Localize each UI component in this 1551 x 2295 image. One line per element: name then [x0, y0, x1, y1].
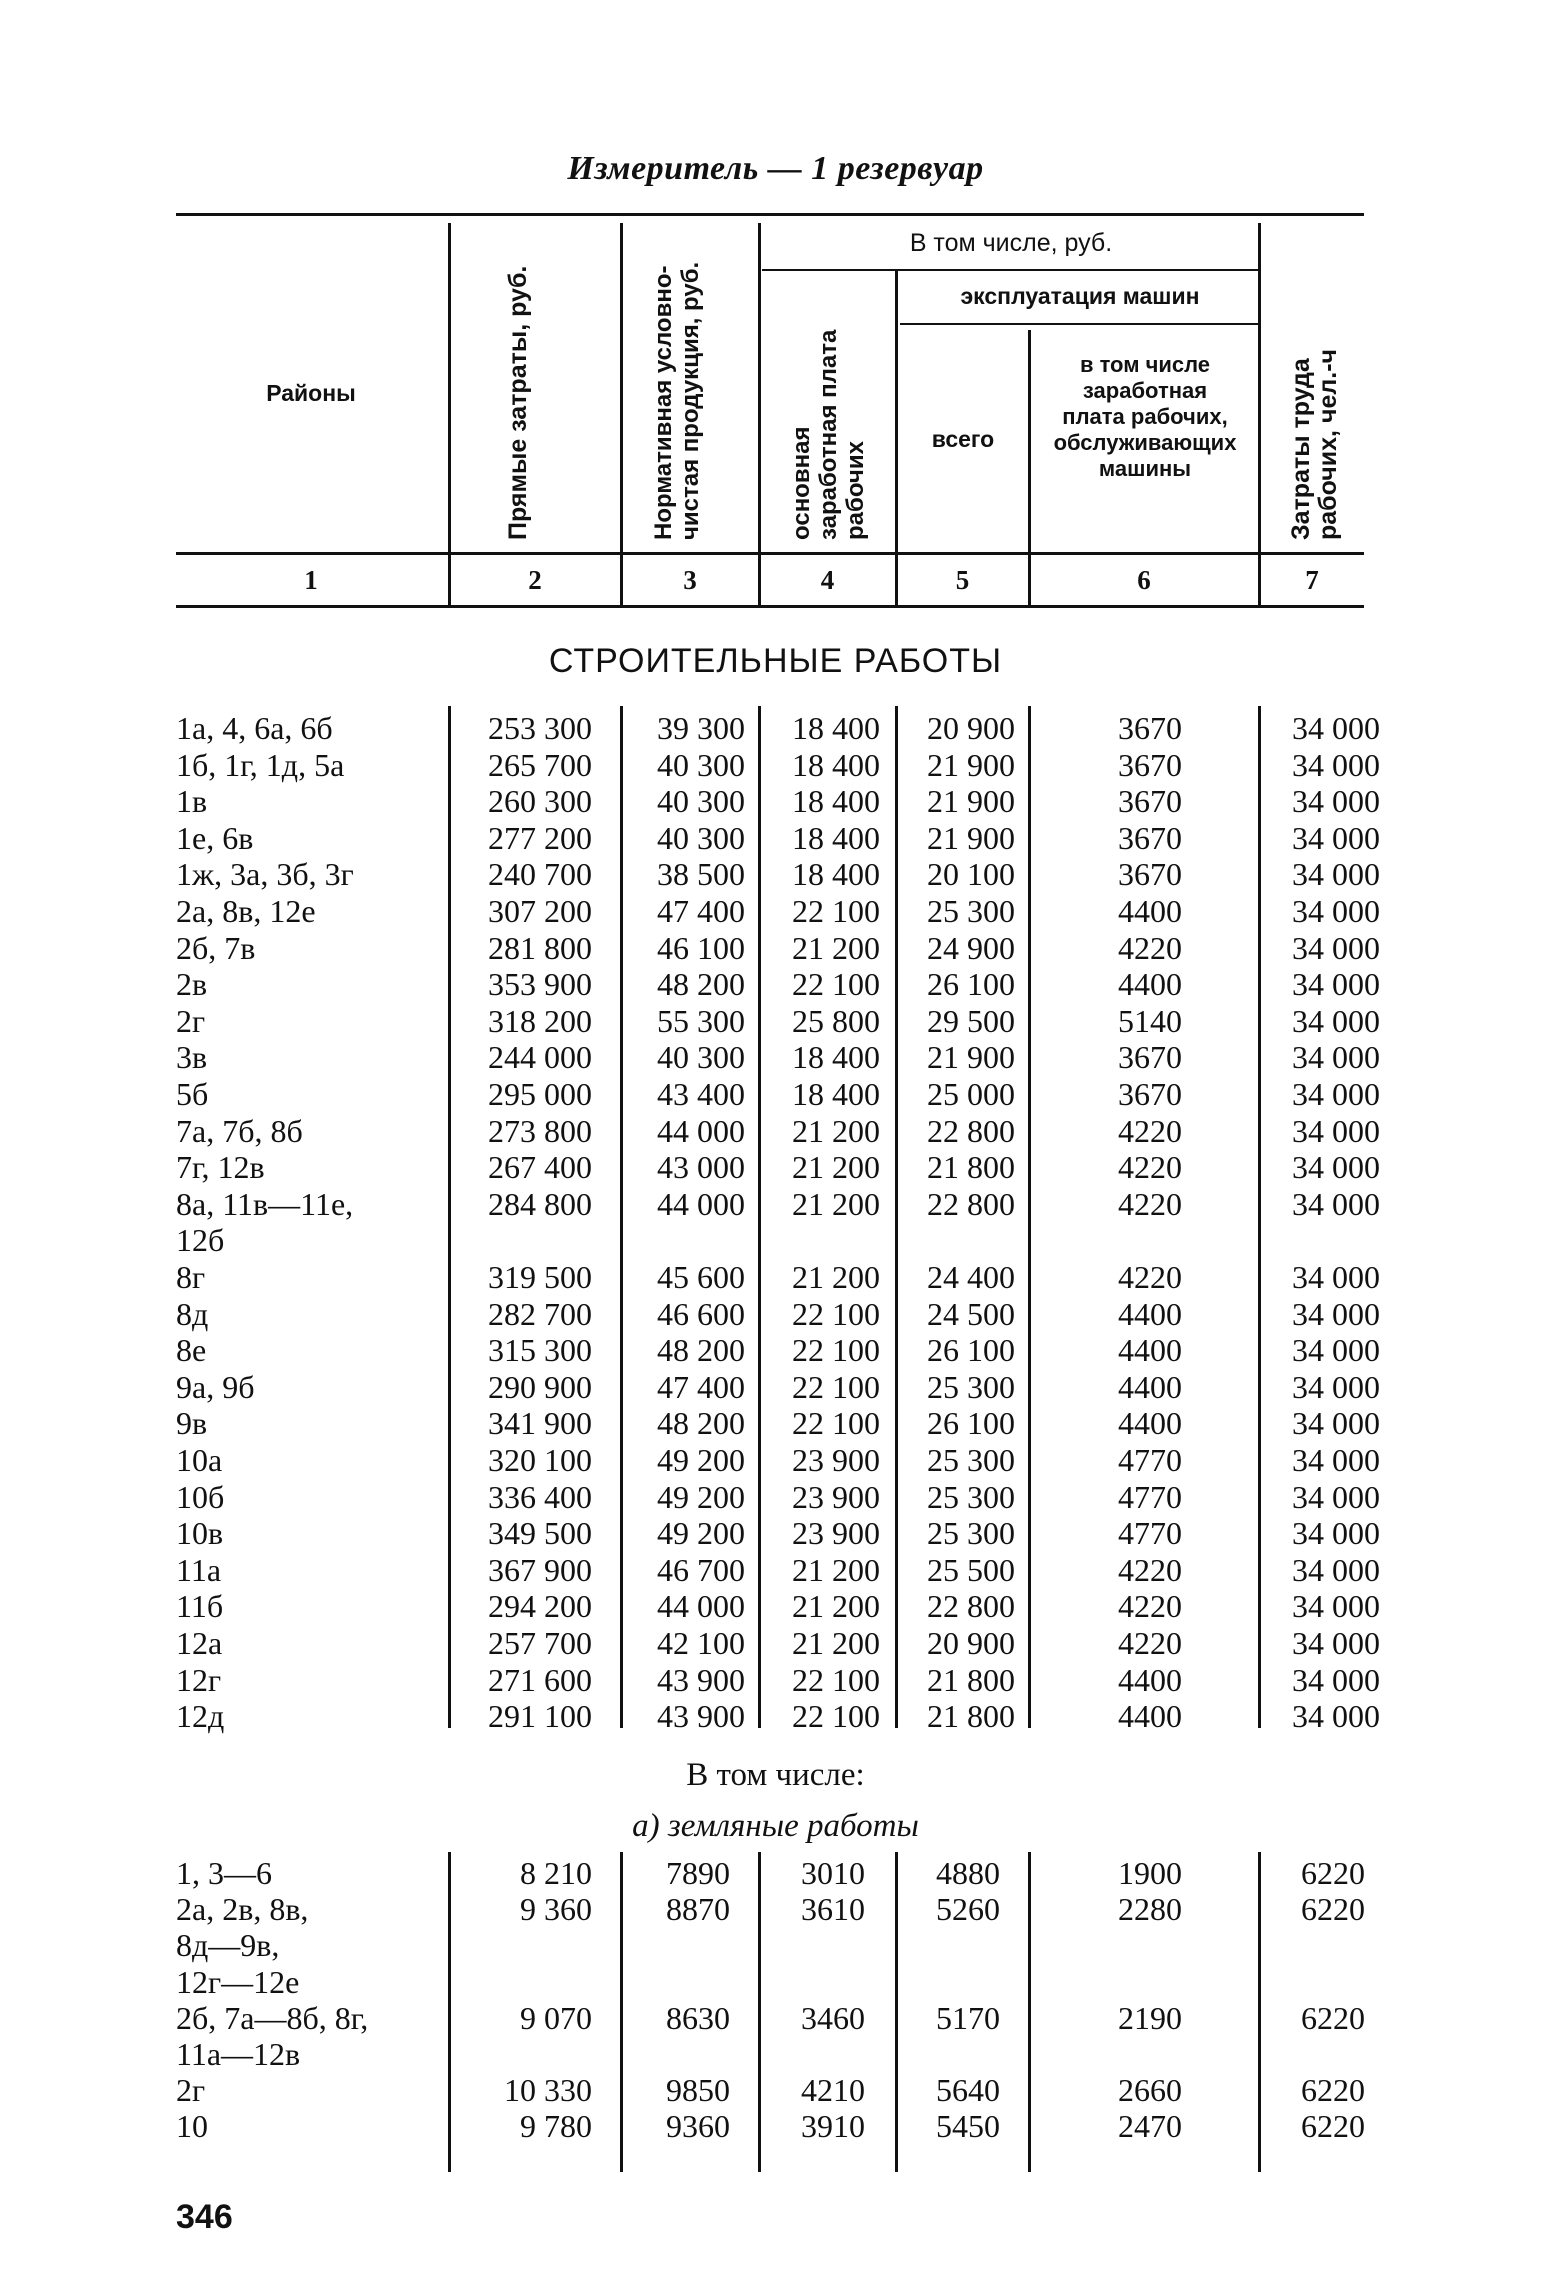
machine-wage-cell: 4400 [1118, 1698, 1182, 1735]
base-wage-cell: 18 400 [792, 1039, 880, 1076]
table-row [0, 1442, 1551, 1478]
machine-wage-cell: 4220 [1118, 1551, 1182, 1588]
base-wage-cell: 22 100 [792, 1295, 880, 1332]
machine-wage-cell: 4400 [1118, 966, 1182, 1003]
labor-costs-cell: 34 000 [1292, 1295, 1380, 1332]
table-row [0, 893, 1551, 929]
machine-wage-cell: 4220 [1118, 1149, 1182, 1186]
region-cell: 11а—12в [176, 2036, 301, 2072]
col-number-6: 6 [1137, 565, 1151, 595]
machines-total-cell: 5450 [936, 2108, 1000, 2145]
normative-product-cell: 48 200 [657, 1332, 745, 1369]
direct-costs-cell: 277 200 [488, 819, 592, 856]
table-row [0, 1479, 1551, 1515]
labor-costs-cell: 34 000 [1292, 1368, 1380, 1405]
machines-total-cell: 26 100 [927, 1405, 1015, 1442]
machine-wage-cell: 2190 [1118, 1999, 1182, 2036]
machines-total-cell: 21 800 [927, 1661, 1015, 1698]
including-label: В том числе: [686, 1757, 865, 1793]
machines-total-cell: 24 900 [927, 929, 1015, 966]
table-row [0, 2072, 1551, 2108]
labor-costs-cell: 34 000 [1292, 1002, 1380, 1039]
region-cell: 11б [176, 1588, 224, 1625]
header-divider-1 [448, 223, 451, 605]
table-row [0, 1259, 1551, 1295]
machines-total-cell: 25 300 [927, 1515, 1015, 1552]
direct-costs-cell: 260 300 [488, 783, 592, 820]
labor-costs-cell: 34 000 [1292, 1185, 1380, 1222]
normative-product-cell: 47 400 [657, 893, 745, 929]
earthworks-title: а) земляные работы [632, 1808, 919, 1844]
table-row [0, 783, 1551, 819]
direct-costs-cell: 257 700 [488, 1625, 592, 1661]
labor-costs-cell: 34 000 [1292, 1149, 1380, 1186]
labor-costs-cell: 34 000 [1292, 746, 1380, 783]
base-wage-cell: 21 200 [792, 929, 880, 966]
col-number-7: 7 [1305, 565, 1319, 595]
normative-product-cell: 42 100 [657, 1625, 745, 1661]
direct-costs-cell: 9 360 [520, 1891, 592, 1928]
machines-total-cell: 22 800 [927, 1588, 1015, 1625]
machine-wage-cell: 3670 [1118, 819, 1182, 856]
normative-product-cell: 40 300 [657, 819, 745, 856]
header-divider-6 [1258, 223, 1261, 605]
direct-costs-cell: 253 300 [488, 710, 592, 746]
base-wage-cell: 3610 [801, 1891, 865, 1928]
machines-total-cell: 25 300 [927, 1478, 1015, 1515]
labor-costs-cell: 34 000 [1292, 1442, 1380, 1478]
machine-wage-cell: 4220 [1118, 1625, 1182, 1661]
direct-costs-cell: 320 100 [488, 1442, 592, 1478]
direct-costs-cell: 9 780 [520, 2108, 592, 2145]
region-cell: 3в [176, 1039, 208, 1076]
normative-product-cell: 43 400 [657, 1076, 745, 1112]
direct-costs-cell: 265 700 [488, 746, 592, 783]
region-cell: 2а, 8в, 12е [176, 893, 316, 929]
region-cell: 8д—9в, [176, 1927, 280, 1964]
base-wage-cell: 18 400 [792, 746, 880, 783]
direct-costs-cell: 9 070 [520, 1999, 592, 2036]
col-number-5: 5 [955, 565, 970, 595]
machines-total-cell: 21 900 [927, 746, 1015, 783]
normative-product-cell: 49 200 [657, 1515, 745, 1552]
machine-wage-cell: 2660 [1118, 2072, 1182, 2109]
direct-costs-cell: 295 000 [488, 1076, 592, 1112]
header-divider-2 [620, 223, 623, 605]
machines-total-cell: 5640 [936, 2072, 1000, 2109]
direct-costs-cell: 281 800 [488, 929, 592, 966]
labor-costs-cell: 34 000 [1292, 1405, 1380, 1442]
machines-total-cell: 24 500 [927, 1295, 1015, 1332]
table-row [0, 1369, 1551, 1405]
direct-costs-cell: 273 800 [488, 1112, 592, 1149]
labor-costs-cell: 34 000 [1292, 1332, 1380, 1369]
machine-wage-cell: 3670 [1118, 1039, 1182, 1076]
table-row [0, 1698, 1551, 1734]
direct-costs-cell: 318 200 [488, 1002, 592, 1039]
direct-costs-cell: 315 300 [488, 1332, 592, 1369]
table-row [0, 1662, 1551, 1698]
normative-product-cell: 8870 [666, 1891, 730, 1928]
labor-costs-cell: 6220 [1301, 2072, 1365, 2109]
labor-costs-cell: 6220 [1301, 1999, 1365, 2036]
machines-total-cell: 20 900 [927, 1625, 1015, 1661]
base-wage-cell: 22 100 [792, 1405, 880, 1442]
direct-costs-cell: 294 200 [488, 1588, 592, 1625]
header-machine-wage: в том числе заработная плата рабочих, обслуживающих машины [1053, 352, 1237, 481]
direct-costs-cell: 284 800 [488, 1185, 592, 1222]
base-wage-cell: 22 100 [792, 1698, 880, 1735]
col-number-4: 4 [820, 565, 835, 595]
machine-wage-cell: 5140 [1118, 1002, 1182, 1039]
machines-total-cell: 25 300 [927, 1442, 1015, 1478]
region-cell: 1в [176, 783, 208, 820]
region-cell: 12г—12е [176, 1963, 300, 2000]
header-total: всего [931, 426, 995, 452]
labor-costs-cell: 34 000 [1292, 1515, 1380, 1552]
header-regions: Районы [266, 380, 356, 406]
base-wage-cell: 18 400 [792, 1076, 880, 1112]
labor-costs-cell: 34 000 [1292, 1625, 1380, 1661]
direct-costs-cell: 307 200 [488, 893, 592, 929]
table-row [0, 1076, 1551, 1112]
machines-total-cell: 21 800 [927, 1698, 1015, 1735]
table-row [0, 1552, 1551, 1588]
region-cell: 8а, 11в—11е, [176, 1185, 354, 1222]
header-group: В том числе, руб. [909, 229, 1113, 257]
table-row [0, 2036, 1551, 2072]
table-row [0, 1515, 1551, 1551]
direct-costs-cell: 271 600 [488, 1661, 592, 1698]
header-direct-costs: Прямые затраты, руб. [504, 265, 532, 540]
direct-costs-cell: 290 900 [488, 1368, 592, 1405]
col-number-3: 3 [683, 565, 697, 595]
header-divider-5 [1028, 330, 1031, 605]
base-wage-cell: 21 200 [792, 1149, 880, 1186]
table-row [0, 820, 1551, 856]
table-row [0, 930, 1551, 966]
machines-total-cell: 5260 [936, 1891, 1000, 1928]
base-wage-cell: 18 400 [792, 819, 880, 856]
region-cell: 2а, 2в, 8в, [176, 1891, 309, 1928]
page-number: 346 [176, 2198, 233, 2236]
base-wage-cell: 22 100 [792, 1368, 880, 1405]
machine-wage-cell: 4220 [1118, 1588, 1182, 1625]
normative-product-cell: 46 700 [657, 1551, 745, 1588]
machine-wage-cell: 4400 [1118, 1332, 1182, 1369]
machines-total-cell: 24 400 [927, 1259, 1015, 1295]
machines-total-cell: 21 900 [927, 1039, 1015, 1076]
header-divider-3 [758, 223, 761, 605]
machines-total-cell: 21 800 [927, 1149, 1015, 1186]
region-cell: 12д [176, 1698, 225, 1735]
region-cell: 1е, 6в [176, 819, 254, 856]
base-wage-cell: 4210 [801, 2072, 865, 2109]
table-row [0, 1405, 1551, 1441]
labor-costs-cell: 6220 [1301, 1891, 1365, 1928]
labor-costs-cell: 34 000 [1292, 1112, 1380, 1149]
table-row [0, 2108, 1551, 2144]
region-cell: 2г [176, 2072, 206, 2109]
machines-total-cell: 20 900 [927, 710, 1015, 746]
machines-total-cell: 25 500 [927, 1551, 1015, 1588]
region-cell: 9в [176, 1405, 208, 1442]
normative-product-cell: 9360 [666, 2108, 730, 2145]
normative-product-cell: 40 300 [657, 1039, 745, 1076]
normative-product-cell: 46 100 [657, 929, 745, 966]
machine-wage-cell: 3670 [1118, 783, 1182, 820]
machine-wage-cell: 4220 [1118, 1259, 1182, 1295]
table-row [0, 1891, 1551, 1927]
region-cell: 5б [176, 1076, 209, 1112]
header-labor-costs: Затраты труда рабочих, чел.-ч [1287, 348, 1342, 540]
region-cell: 2в [176, 966, 208, 1003]
machine-wage-cell: 4400 [1118, 1368, 1182, 1405]
machine-wage-cell: 2470 [1118, 2108, 1182, 2145]
direct-costs-cell: 367 900 [488, 1551, 592, 1588]
region-cell: 7а, 7б, 8б [176, 1112, 303, 1149]
machine-wage-cell: 4220 [1118, 1185, 1182, 1222]
machine-wage-cell: 3670 [1118, 746, 1182, 783]
base-wage-cell: 18 400 [792, 710, 880, 746]
table-row [0, 1927, 1551, 1963]
region-cell: 1б, 1г, 1д, 5а [176, 746, 345, 783]
normative-product-cell: 40 300 [657, 746, 745, 783]
header-bottom-rule [176, 552, 1364, 555]
direct-costs-cell: 341 900 [488, 1405, 592, 1442]
machines-total-cell: 22 800 [927, 1185, 1015, 1222]
base-wage-cell: 21 200 [792, 1185, 880, 1222]
normative-product-cell: 38 500 [657, 856, 745, 893]
table-row [0, 1625, 1551, 1661]
machine-wage-cell: 4400 [1118, 1295, 1182, 1332]
region-cell: 12б [176, 1222, 225, 1259]
labor-costs-cell: 6220 [1301, 1855, 1365, 1891]
labor-costs-cell: 34 000 [1292, 1551, 1380, 1588]
base-wage-cell: 18 400 [792, 783, 880, 820]
table-row [0, 710, 1551, 746]
table-row [0, 1296, 1551, 1332]
normative-product-cell: 49 200 [657, 1442, 745, 1478]
machine-wage-cell: 3670 [1118, 856, 1182, 893]
machine-wage-cell: 4770 [1118, 1442, 1182, 1478]
machines-rule [900, 323, 1260, 325]
normative-product-cell: 44 000 [657, 1112, 745, 1149]
machine-wage-cell: 4400 [1118, 1405, 1182, 1442]
normative-product-cell: 9850 [666, 2072, 730, 2109]
machine-wage-cell: 1900 [1118, 1855, 1182, 1891]
machine-wage-cell: 3670 [1118, 710, 1182, 746]
region-cell: 8д [176, 1295, 209, 1332]
normative-product-cell: 45 600 [657, 1259, 745, 1295]
normative-product-cell: 43 900 [657, 1698, 745, 1735]
machine-wage-cell: 4220 [1118, 1112, 1182, 1149]
direct-costs-cell: 291 100 [488, 1698, 592, 1735]
labor-costs-cell: 34 000 [1292, 1588, 1380, 1625]
direct-costs-cell: 240 700 [488, 856, 592, 893]
direct-costs-cell: 282 700 [488, 1295, 592, 1332]
labor-costs-cell: 34 000 [1292, 929, 1380, 966]
normative-product-cell: 48 200 [657, 1405, 745, 1442]
table-row [0, 966, 1551, 1002]
normative-product-cell: 39 300 [657, 710, 745, 746]
table-row [0, 1964, 1551, 2000]
table-row [0, 1855, 1551, 1891]
table-row [0, 1186, 1551, 1222]
region-cell: 10б [176, 1478, 225, 1515]
region-cell: 10а [176, 1442, 223, 1478]
region-cell: 11а [176, 1551, 222, 1588]
region-cell: 8г [176, 1259, 206, 1295]
table-row [0, 747, 1551, 783]
table-row [0, 1332, 1551, 1368]
table-row [0, 2000, 1551, 2036]
machine-wage-cell: 2280 [1118, 1891, 1182, 1928]
region-cell: 1ж, 3а, 3б, 3г [176, 856, 354, 893]
table-row [0, 1222, 1551, 1258]
labor-costs-cell: 34 000 [1292, 783, 1380, 820]
machines-total-cell: 25 300 [927, 1368, 1015, 1405]
base-wage-cell: 21 200 [792, 1112, 880, 1149]
header-top-rule [176, 213, 1364, 216]
base-wage-cell: 22 100 [792, 893, 880, 929]
direct-costs-cell: 349 500 [488, 1515, 592, 1552]
base-wage-cell: 23 900 [792, 1478, 880, 1515]
region-cell: 10в [176, 1515, 224, 1552]
machines-total-cell: 4880 [936, 1855, 1000, 1891]
labor-costs-cell: 34 000 [1292, 1076, 1380, 1112]
normative-product-cell: 44 000 [657, 1185, 745, 1222]
machines-total-cell: 25 000 [927, 1076, 1015, 1112]
direct-costs-cell: 10 330 [504, 2072, 592, 2109]
labor-costs-cell: 34 000 [1292, 1661, 1380, 1698]
base-wage-cell: 3460 [801, 1999, 865, 2036]
labor-costs-cell: 6220 [1301, 2108, 1365, 2145]
table-row [0, 1003, 1551, 1039]
region-cell: 1, 3—6 [176, 1855, 272, 1891]
col-number-2: 2 [528, 565, 542, 595]
machines-total-cell: 5170 [936, 1999, 1000, 2036]
labor-costs-cell: 34 000 [1292, 710, 1380, 746]
table-row [0, 1113, 1551, 1149]
base-wage-cell: 22 100 [792, 1661, 880, 1698]
table-row [0, 1588, 1551, 1624]
region-cell: 7г, 12в [176, 1149, 265, 1186]
labor-costs-cell: 34 000 [1292, 1259, 1380, 1295]
base-wage-cell: 18 400 [792, 856, 880, 893]
machines-total-cell: 26 100 [927, 1332, 1015, 1369]
normative-product-cell: 40 300 [657, 783, 745, 820]
region-cell: 2б, 7в [176, 929, 256, 966]
base-wage-cell: 21 200 [792, 1588, 880, 1625]
region-cell: 2б, 7а—8б, 8г, [176, 1999, 369, 2036]
base-wage-cell: 3010 [801, 1855, 865, 1891]
direct-costs-cell: 319 500 [488, 1259, 592, 1295]
region-cell: 12а [176, 1625, 223, 1661]
region-cell: 8е [176, 1332, 207, 1369]
base-wage-cell: 21 200 [792, 1259, 880, 1295]
base-wage-cell: 23 900 [792, 1515, 880, 1552]
direct-costs-cell: 353 900 [488, 966, 592, 1003]
normative-product-cell: 55 300 [657, 1002, 745, 1039]
normative-product-cell: 8630 [666, 1999, 730, 2036]
direct-costs-cell: 244 000 [488, 1039, 592, 1076]
base-wage-cell: 25 800 [792, 1002, 880, 1039]
machine-wage-cell: 4400 [1118, 1661, 1182, 1698]
header-base-wage: основная заработная плата рабочих [788, 329, 869, 540]
measure-caption: Измеритель — 1 резервуар [567, 150, 984, 187]
labor-costs-cell: 34 000 [1292, 1039, 1380, 1076]
base-wage-cell: 22 100 [792, 1332, 880, 1369]
normative-product-cell: 43 000 [657, 1149, 745, 1186]
machine-wage-cell: 3670 [1118, 1076, 1182, 1112]
normative-product-cell: 48 200 [657, 966, 745, 1003]
base-wage-cell: 21 200 [792, 1551, 880, 1588]
normative-product-cell: 44 000 [657, 1588, 745, 1625]
header-machines: эксплуатация машин [960, 283, 1200, 309]
numbers-bottom-rule [176, 605, 1364, 608]
normative-product-cell: 47 400 [657, 1368, 745, 1405]
table-row [0, 856, 1551, 892]
group-rule [762, 269, 1260, 271]
direct-costs-cell: 8 210 [520, 1855, 592, 1891]
machines-total-cell: 25 300 [927, 893, 1015, 929]
region-cell: 1а, 4, 6а, 6б [176, 710, 333, 746]
region-cell: 9а, 9б [176, 1368, 255, 1405]
direct-costs-cell: 267 400 [488, 1149, 592, 1186]
normative-product-cell: 7890 [666, 1855, 730, 1891]
direct-costs-cell: 336 400 [488, 1478, 592, 1515]
machines-total-cell: 29 500 [927, 1002, 1015, 1039]
labor-costs-cell: 34 000 [1292, 1478, 1380, 1515]
base-wage-cell: 22 100 [792, 966, 880, 1003]
base-wage-cell: 21 200 [792, 1625, 880, 1661]
machine-wage-cell: 4220 [1118, 929, 1182, 966]
machines-total-cell: 21 900 [927, 819, 1015, 856]
labor-costs-cell: 34 000 [1292, 893, 1380, 929]
header-normative-product: Нормативная условно-чистая продукция, руб. [650, 261, 704, 540]
col-number-1: 1 [304, 565, 318, 595]
machines-total-cell: 21 900 [927, 783, 1015, 820]
machines-total-cell: 22 800 [927, 1112, 1015, 1149]
table-row [0, 1149, 1551, 1185]
labor-costs-cell: 34 000 [1292, 1698, 1380, 1735]
normative-product-cell: 49 200 [657, 1478, 745, 1515]
machine-wage-cell: 4770 [1118, 1515, 1182, 1552]
machine-wage-cell: 4400 [1118, 893, 1182, 929]
region-cell: 12г [176, 1661, 222, 1698]
machine-wage-cell: 4770 [1118, 1478, 1182, 1515]
labor-costs-cell: 34 000 [1292, 856, 1380, 893]
base-wage-cell: 3910 [801, 2108, 865, 2145]
normative-product-cell: 46 600 [657, 1295, 745, 1332]
base-wage-cell: 23 900 [792, 1442, 880, 1478]
region-cell: 10 [176, 2108, 208, 2145]
labor-costs-cell: 34 000 [1292, 966, 1380, 1003]
section-title: СТРОИТЕЛЬНЫЕ РАБОТЫ [548, 642, 1003, 680]
region-cell: 2г [176, 1002, 206, 1039]
labor-costs-cell: 34 000 [1292, 819, 1380, 856]
machines-total-cell: 26 100 [927, 966, 1015, 1003]
table-row [0, 1039, 1551, 1075]
machines-total-cell: 20 100 [927, 856, 1015, 893]
normative-product-cell: 43 900 [657, 1661, 745, 1698]
